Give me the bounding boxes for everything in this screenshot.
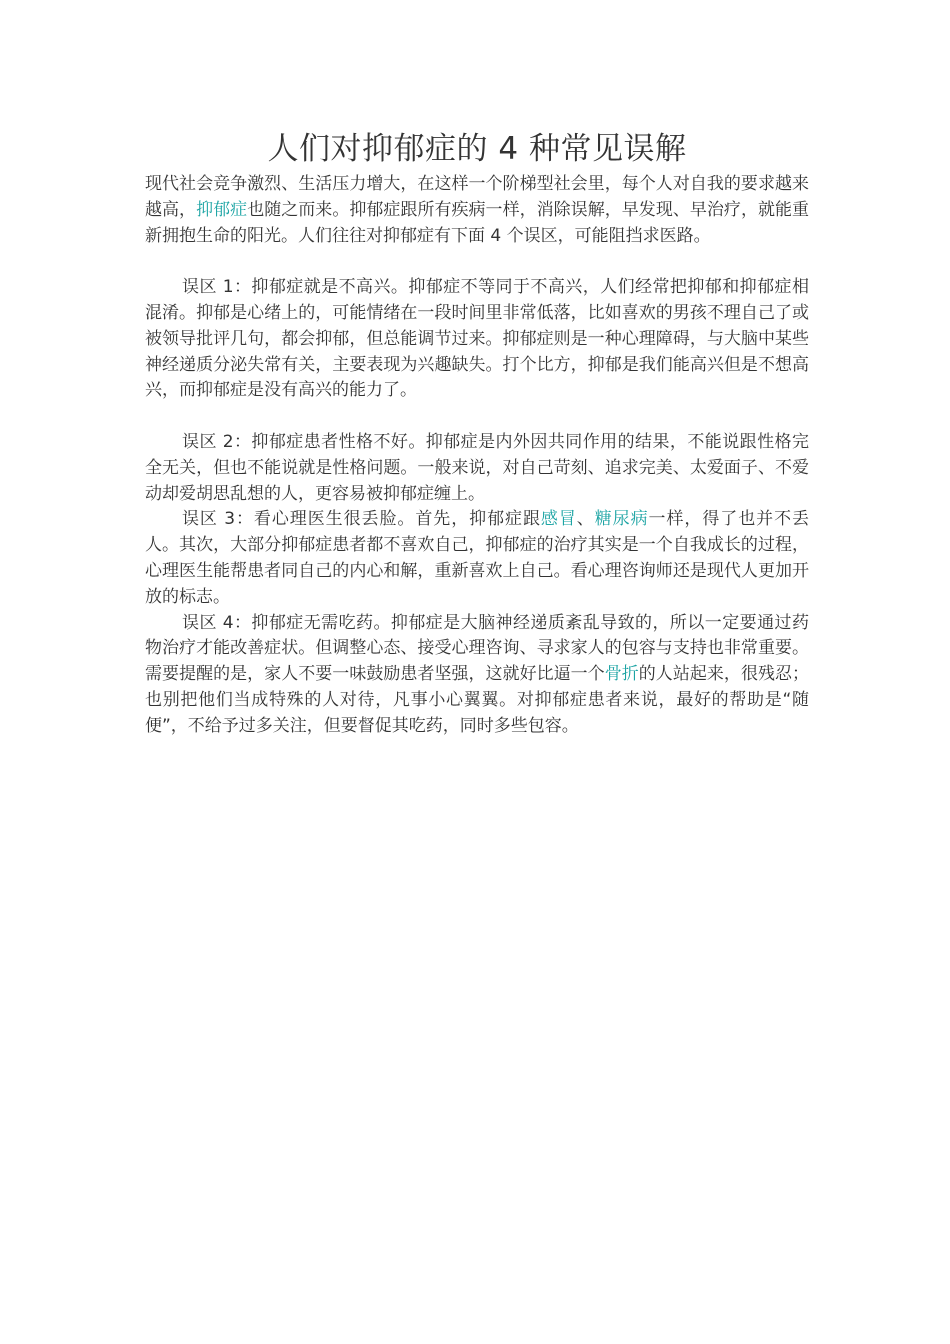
myth-4-text-1: 误区 4：抑郁症无需吃药。抑郁症是大脑神经递质紊乱导致的，所以一定要通过药物治疗才能改善症状。但调整心态、接受心理咨询、寻求家人的包容与支持也非常重要。需要提醒的是，家人不要一味鼓励患者坚强，这就好比逼一个 bbox=[145, 612, 809, 685]
myth-4-paragraph bbox=[145, 611, 809, 740]
myth-1-paragraph: 误区 1：抑郁症就是不高兴。抑郁症不等同于不高兴，人们经常把抑郁和抑郁症相混淆。抑郁是心绪上的，可能情绪在一段时间里非常低落，比如喜欢的男孩不理自己了或被领导批评几句，都会抑郁，但总能调节过来。抑郁症则是一种心理障碍，与大脑中某些神经递质分泌失常有关，主要表现为兴趣缺失。打个比方，抑郁是我们能高兴但是不想高兴，而抑郁症是没有高兴的能力了。 bbox=[145, 277, 809, 401]
myth-2-paragraph: 误区 2：抑郁症患者性格不好。抑郁症是内外因共同作用的结果，不能说跟性格完全无关，但也不能说就是性格问题。一般来说，对自己苛刻、追求完美、太爱面子、不爱动却爱胡思乱想的人，更容易被抑郁症缠上。 bbox=[145, 431, 809, 504]
myth-3-text-2: 一样，得了也并不丢人。其次，大部分抑郁症患者都不喜欢自己，抑郁症的治疗其实是一个自我成长的过程，心理医生能帮患者同自己的内心和解，重新喜欢上自己。看心理咨询师还是现代人更加开放的标志。 bbox=[145, 509, 810, 607]
intro-paragraph bbox=[145, 172, 809, 249]
myth-4-text-2: 的人站起来，很残忍；也别把他们当成特殊的人对待，凡事小心翼翼。对抑郁症患者来说，最好的帮助是“随便”，不给予过多关注，但要督促其吃药，同时多些包容。 bbox=[145, 664, 810, 736]
paragraph-spacer bbox=[145, 404, 809, 430]
paragraph-spacer bbox=[145, 249, 809, 275]
myth-3-paragraph bbox=[145, 507, 809, 610]
document-page bbox=[145, 126, 809, 740]
link-diabetes[interactable]: 糖尿病 bbox=[594, 509, 649, 530]
link-fracture[interactable]: 骨折 bbox=[604, 664, 639, 685]
page-title: 人们对抑郁症的 4 种常见误解 bbox=[267, 131, 687, 167]
myth-3-text-1: 误区 3：看心理医生很丢脸。首先，抑郁症跟 bbox=[182, 509, 541, 530]
link-cold[interactable]: 感冒 bbox=[540, 509, 577, 530]
intro-text-2: 也随之而来。抑郁症跟所有疾病一样，消除误解，早发现、早治疗，就能重新拥抱生命的阳光。人们往往对抑郁症有下面 4 个误区，可能阻挡求医路。 bbox=[145, 199, 810, 246]
link-depression[interactable]: 抑郁症 bbox=[196, 199, 248, 220]
intro-text-1: 现代社会竞争激烈、生活压力增大，在这样一个阶梯型社会里，每个人对自我的要求越来越高， bbox=[145, 174, 809, 220]
myth-3-separator: 、 bbox=[576, 509, 595, 530]
